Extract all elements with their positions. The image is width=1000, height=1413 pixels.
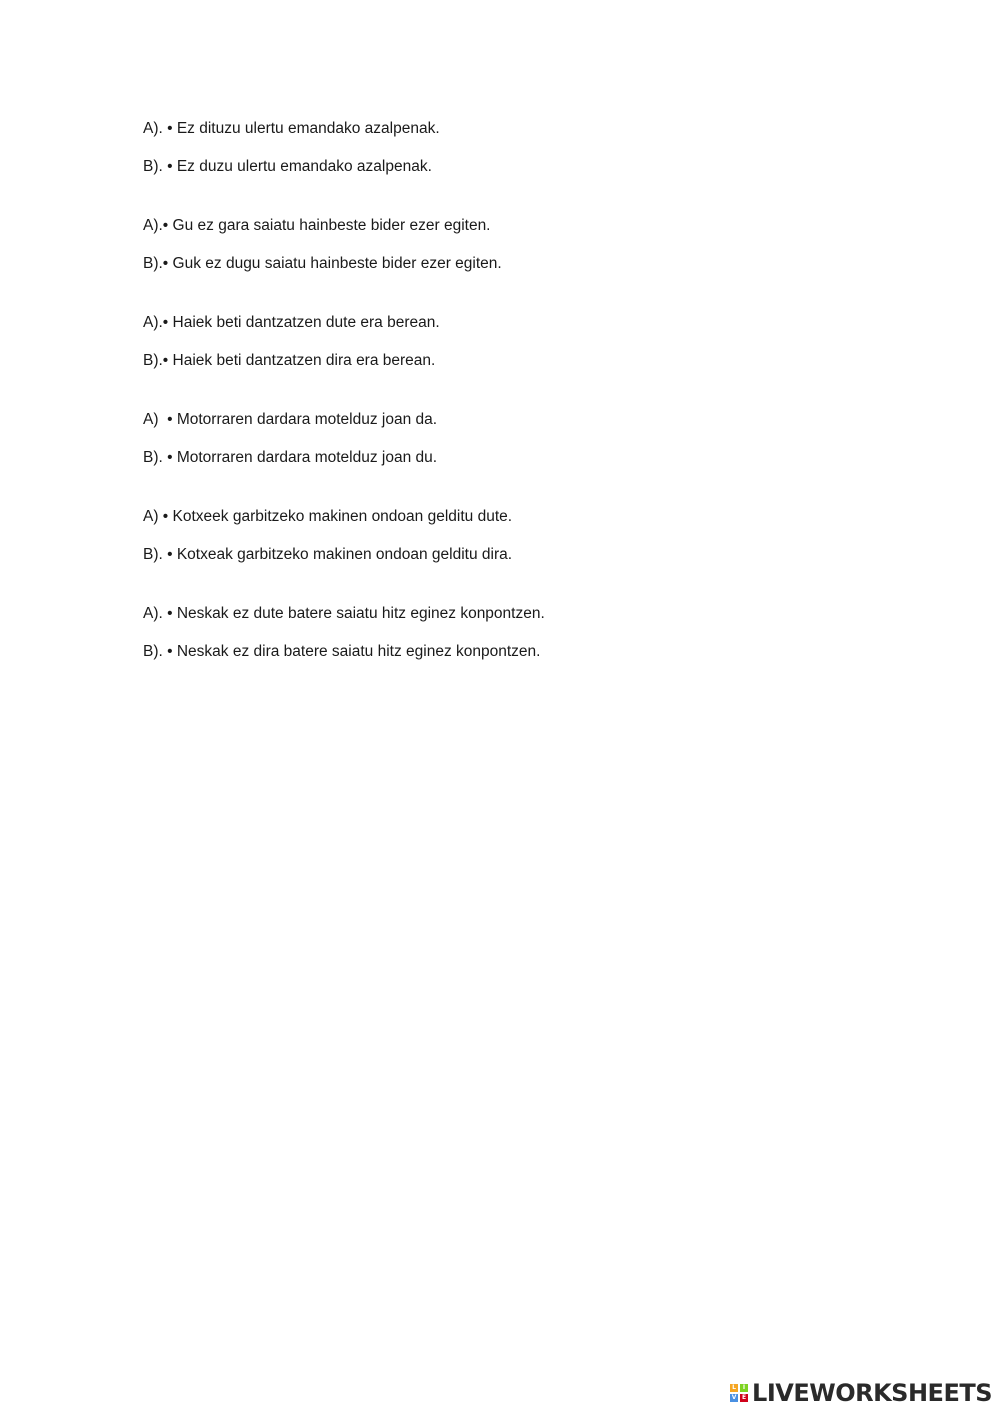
option-a[interactable]: A) • Kotxeek garbitzeko makinen ondoan gelditu dute. [143, 508, 513, 525]
question-6 [143, 603, 923, 663]
logo-cell: L [730, 1384, 738, 1392]
option-a[interactable]: A). • Ez dituzu ulertu emandako azalpenak. [143, 120, 440, 137]
option-a[interactable]: A). • Neskak ez dute batere saiatu hitz eginez konpontzen. [143, 605, 545, 622]
worksheet [143, 118, 923, 700]
question-5 [143, 506, 923, 566]
option-b[interactable]: B).• Haiek beti dantzatzen dira era berean. [143, 352, 436, 369]
question-4 [143, 409, 923, 469]
question-2 [143, 215, 923, 275]
logo-cell: I [740, 1384, 748, 1392]
question-3 [143, 312, 923, 372]
option-a[interactable]: A).• Haiek beti dantzatzen dute era berean. [143, 314, 440, 331]
logo-cell: V [731, 1394, 737, 1401]
option-b[interactable]: B). • Neskak ez dira batere saiatu hitz eginez konpontzen. [143, 643, 541, 660]
option-b[interactable]: B). • Ez duzu ulertu emandako azalpenak. [143, 158, 432, 175]
option-a[interactable]: A).• Gu ez gara saiatu hainbeste bider ezer egiten. [143, 217, 491, 234]
liveworksheets-logo-icon [730, 1384, 748, 1402]
option-a[interactable]: A) • Motorraren dardara motelduz joan da. [143, 411, 438, 428]
question-1 [143, 118, 923, 178]
logo-cell: E [741, 1394, 747, 1401]
option-b[interactable]: B).• Guk ez dugu saiatu hainbeste bider ezer egiten. [143, 255, 502, 272]
option-b[interactable]: B). • Kotxeak garbitzeko makinen ondoan gelditu dira. [143, 546, 513, 563]
watermark-text: LIVEWORKSHEETS [752, 1379, 992, 1407]
option-b[interactable]: B). • Motorraren dardara motelduz joan du. [143, 449, 438, 466]
liveworksheets-watermark [730, 1380, 992, 1406]
